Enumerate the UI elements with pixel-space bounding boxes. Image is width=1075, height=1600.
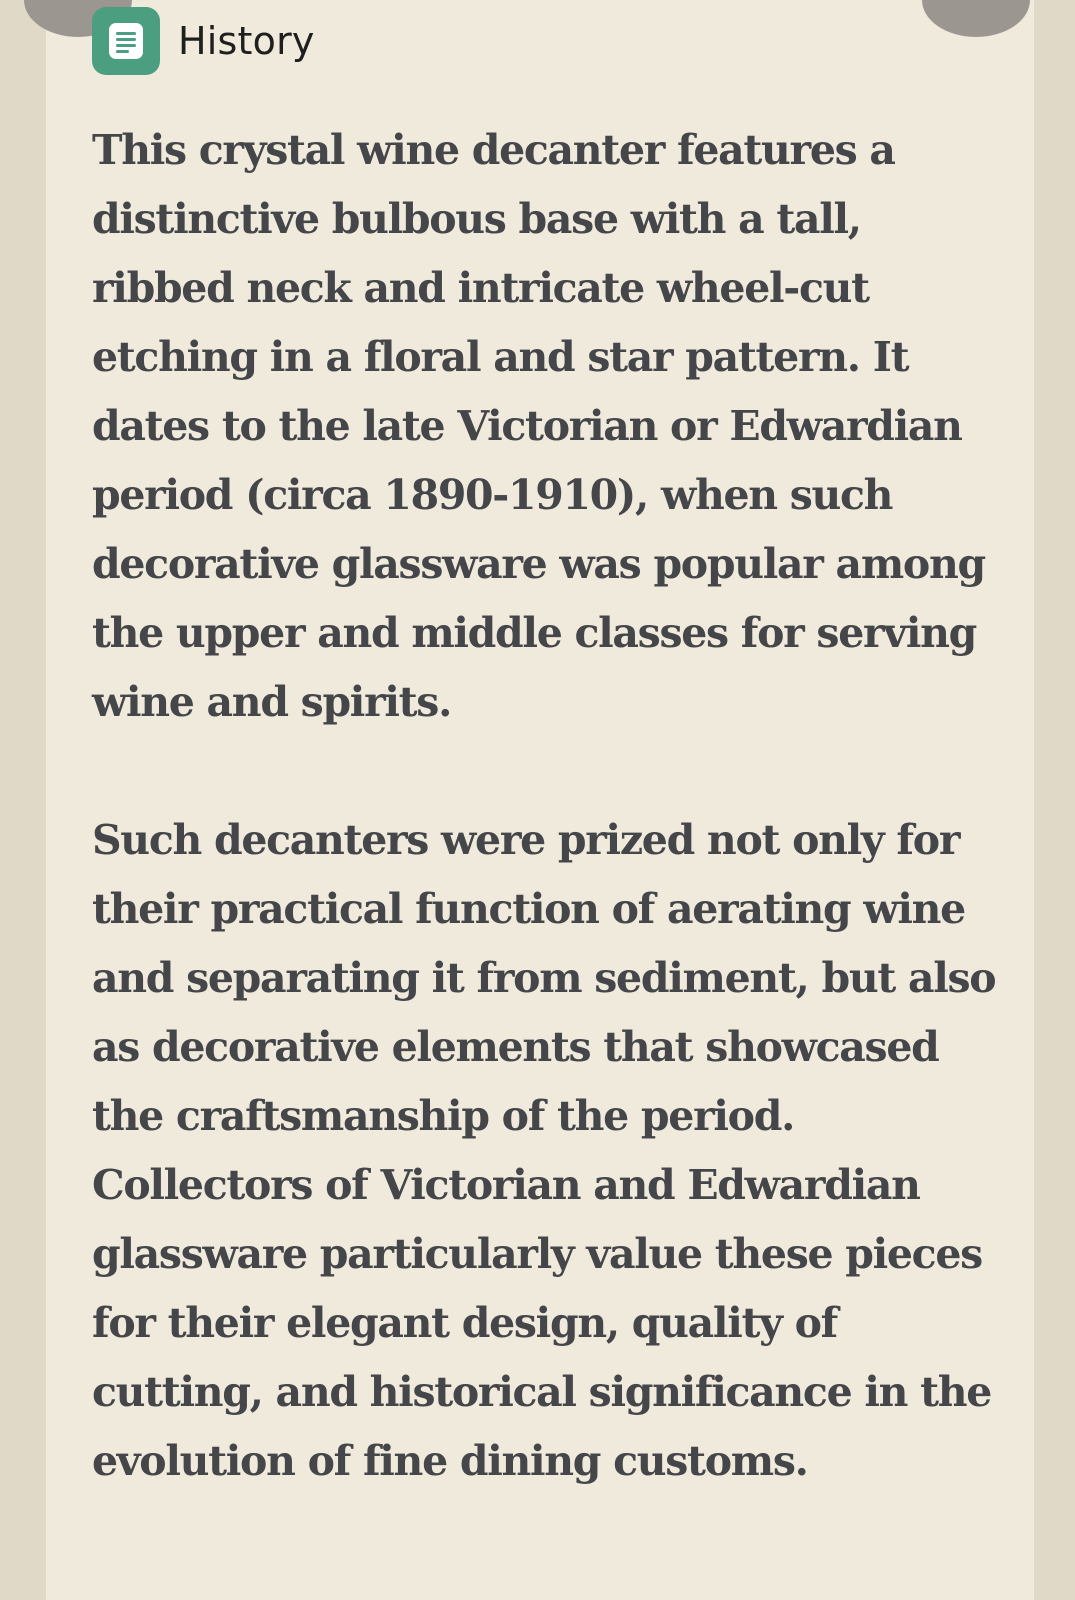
history-paragraph-1: This crystal wine decanter features a distinctive bulbous base with a tall, ribbed neck and intricate wheel-cut etching in a floral and star pattern. It dates to the late Victorian or Edwardian period (circa 1890-1910), when such decorative glassware was popular among the upper and middle classes for serving wine and spirits.: [92, 126, 985, 726]
history-paragraph-2: Such decanters were prized not only for their practical function of aerating wine and separating it from sediment, but also as decorative elements that showcased the craftsmanship of the period. Collectors of Victorian and Edwardian glassware particularly value these pieces for their elegant design, quality of cutting, and historical significance in the evolution of fine dining customs.: [92, 816, 996, 1485]
document-icon: [92, 7, 160, 75]
section-header: [92, 6, 315, 76]
history-content: [92, 116, 1012, 1496]
section-title: History: [178, 19, 315, 63]
